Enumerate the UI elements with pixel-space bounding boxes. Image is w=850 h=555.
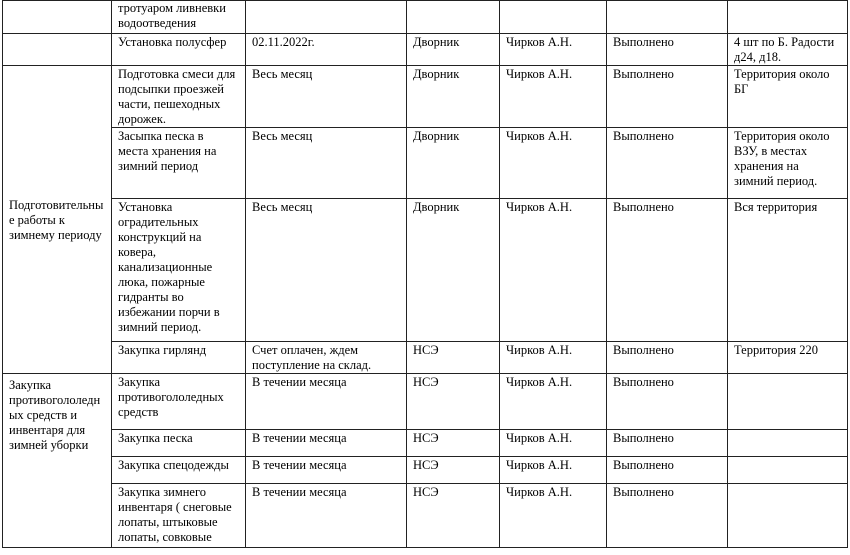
note-cell (728, 430, 848, 457)
date-cell: Весь месяц (246, 66, 407, 128)
responsible-cell: Чирков А.Н. (500, 128, 607, 199)
status-cell: Выполнено (607, 457, 728, 484)
note-cell (728, 1, 848, 34)
task-cell: Подготовка смеси для подсыпки проезжей части, пешеходных дорожек. (112, 66, 246, 128)
task-cell: Закупка зимнего инвентаря ( снеговые лопаты, штыковые лопаты, совковые (112, 484, 246, 548)
responsible-cell: Чирков А.Н. (500, 342, 607, 374)
status-cell: Выполнено (607, 374, 728, 430)
table-row (3, 66, 848, 128)
note-cell (728, 484, 848, 548)
date-cell: В течении месяца (246, 374, 407, 430)
responsible-cell: Чирков А.Н. (500, 484, 607, 548)
task-cell: Закупка спецодежды (112, 457, 246, 484)
category-cell: Подготовительны е работы к зимнему периоду (3, 66, 112, 374)
table-row (3, 342, 848, 374)
date-cell: Весь месяц (246, 128, 407, 199)
table-row (3, 199, 848, 342)
date-cell: В течении месяца (246, 484, 407, 548)
task-cell: Установка оградительных конструкций на ковера, канализационные люка, пожарные гидранты во избежании порчи в зимний период. (112, 199, 246, 342)
responsible-cell: Чирков А.Н. (500, 66, 607, 128)
status-cell: Выполнено (607, 128, 728, 199)
executor-cell: НСЭ (407, 374, 500, 430)
responsible-cell (500, 1, 607, 34)
status-cell (607, 1, 728, 34)
date-cell (246, 1, 407, 34)
status-cell: Выполнено (607, 199, 728, 342)
note-cell: Территория около ВЗУ, в местах хранения на зимний период. (728, 128, 848, 199)
note-cell: 4 шт по Б. Радости д24, д18. (728, 34, 848, 66)
executor-cell: Дворник (407, 34, 500, 66)
task-cell: Закупка гирлянд (112, 342, 246, 374)
task-cell: тротуаром ливневки водоотведения (112, 1, 246, 34)
note-cell: Территория около БГ (728, 66, 848, 128)
executor-cell: Дворник (407, 128, 500, 199)
table-row (3, 1, 848, 34)
responsible-cell: Чирков А.Н. (500, 457, 607, 484)
table-row (3, 128, 848, 199)
executor-cell (407, 1, 500, 34)
table-row (3, 374, 848, 430)
executor-cell: НСЭ (407, 430, 500, 457)
responsible-cell: Чирков А.Н. (500, 199, 607, 342)
responsible-cell: Чирков А.Н. (500, 374, 607, 430)
date-cell: Счет оплачен, ждем поступление на склад. (246, 342, 407, 374)
executor-cell: Дворник (407, 199, 500, 342)
category-cell (3, 34, 112, 66)
task-cell: Закупка песка (112, 430, 246, 457)
status-cell: Выполнено (607, 66, 728, 128)
date-cell: Весь месяц (246, 199, 407, 342)
executor-cell: НСЭ (407, 342, 500, 374)
status-cell: Выполнено (607, 342, 728, 374)
date-cell: В течении месяца (246, 457, 407, 484)
note-cell (728, 374, 848, 430)
executor-cell: НСЭ (407, 484, 500, 548)
executor-cell: Дворник (407, 66, 500, 128)
task-cell: Закупка противогололедных средств (112, 374, 246, 430)
category-cell (3, 1, 112, 34)
note-cell: Вся территория (728, 199, 848, 342)
table-row (3, 457, 848, 484)
status-cell: Выполнено (607, 34, 728, 66)
table-row (3, 484, 848, 548)
task-cell: Засыпка песка в места хранения на зимний период (112, 128, 246, 199)
note-cell: Территория 220 (728, 342, 848, 374)
table-row (3, 34, 848, 66)
responsible-cell: Чирков А.Н. (500, 430, 607, 457)
executor-cell: НСЭ (407, 457, 500, 484)
date-cell: 02.11.2022г. (246, 34, 407, 66)
status-cell: Выполнено (607, 430, 728, 457)
category-cell: Закупка противогололедн ых средств и инвентаря для зимней уборки (3, 374, 112, 548)
note-cell (728, 457, 848, 484)
work-plan-table (2, 0, 848, 548)
responsible-cell: Чирков А.Н. (500, 34, 607, 66)
task-cell: Установка полусфер (112, 34, 246, 66)
date-cell: В течении месяца (246, 430, 407, 457)
status-cell: Выполнено (607, 484, 728, 548)
table-row (3, 430, 848, 457)
